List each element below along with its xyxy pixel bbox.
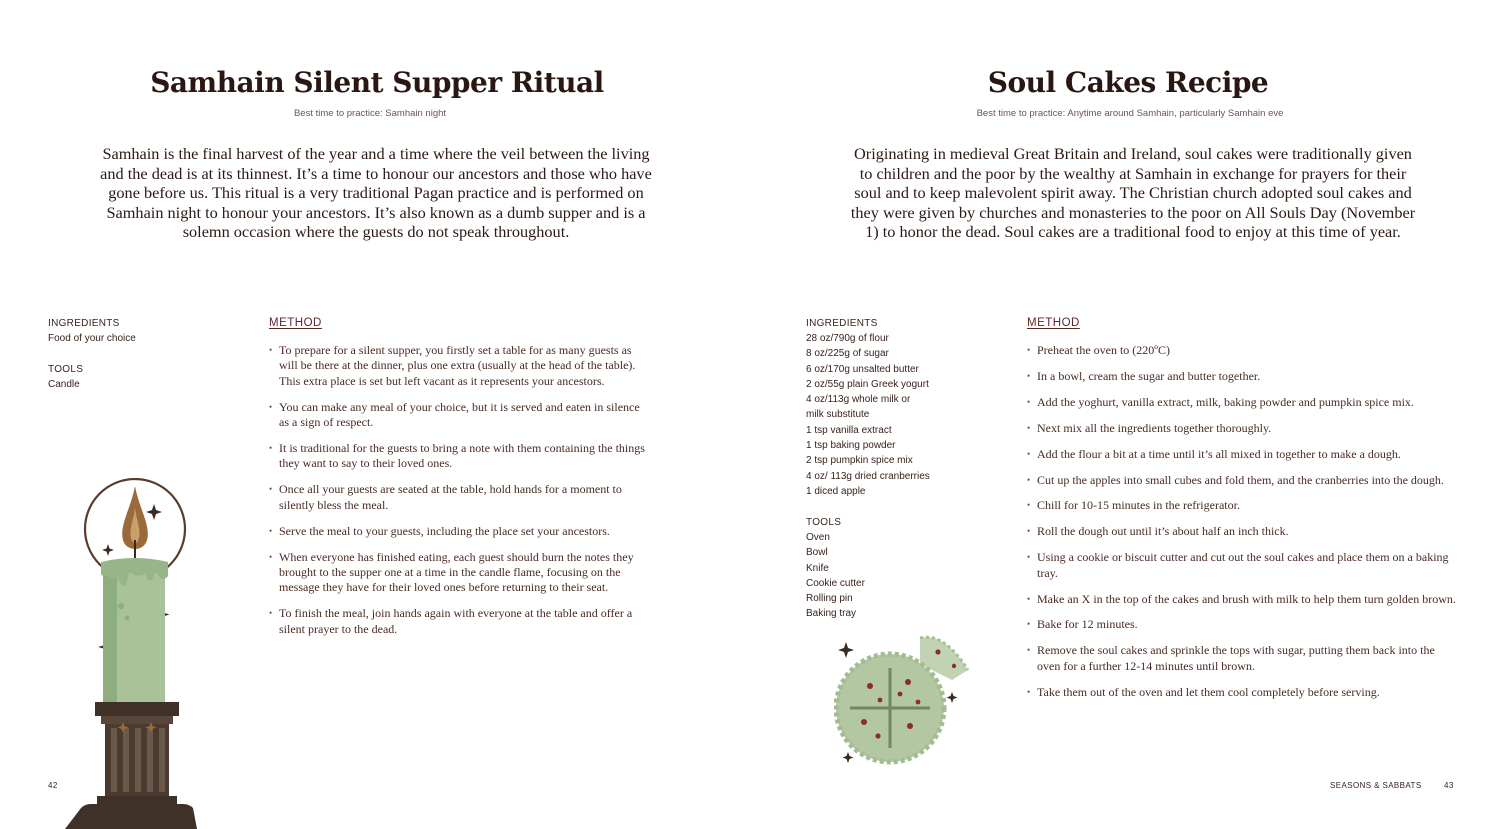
- method-step: • Next mix all the ingredients together thoroughly.: [1027, 421, 1457, 436]
- right-page: [750, 0, 1500, 829]
- method-step: • It is traditional for the guests to bring a note with them containing the things they want to say to their loved ones.: [269, 441, 649, 472]
- best-time-note: Best time to practice: Anytime around Samhain, particularly Samhain eve: [976, 108, 1284, 119]
- method-step: • Once all your guests are seated at the table, hold hands for a moment to silently bless the meal.: [269, 482, 649, 513]
- method-step: • Add the yoghurt, vanilla extract, milk, baking powder and pumpkin spice mix.: [1027, 395, 1457, 410]
- method-step: • To prepare for a silent supper, you firstly set a table for as many guests as will be there at the dinner, plus one extra (usually at the head of the table). This extra place is set but left vacant as it represents your ancestors.: [269, 343, 649, 389]
- ingredients-label: INGREDIENTS: [806, 318, 878, 329]
- method-step: • Remove the soul cakes and sprinkle the tops with sugar, putting them back into the oven for a further 12-14 minutes until brown.: [1027, 643, 1457, 674]
- method-step: • Serve the meal to your guests, including the place set your ancestors.: [269, 524, 649, 539]
- ingredient-item: 1 diced apple: [806, 485, 866, 497]
- ingredient-item: 8 oz/225g of sugar: [806, 348, 889, 360]
- sparkle-icon: [947, 692, 958, 703]
- tool-item: Bowl: [806, 547, 828, 559]
- tools-label: TOOLS: [48, 364, 84, 375]
- method-step: • Take them out of the oven and let them cool completely before serving.: [1027, 685, 1457, 700]
- method-step: • Roll the dough out until it’s about half an inch thick.: [1027, 524, 1457, 539]
- page-number: 43: [1444, 781, 1454, 790]
- method-step: • Preheat the oven to (220ºC): [1027, 343, 1457, 358]
- ingredients-list: [806, 331, 930, 499]
- tool-item: Knife: [806, 562, 829, 574]
- tools-list: [806, 530, 865, 622]
- method-step: • To finish the meal, join hands again with everyone at the table and offer a silent prayer to the dead.: [269, 606, 649, 637]
- method-steps: [1027, 343, 1457, 711]
- ingredient-item: 28 oz/790g of flour: [806, 333, 889, 344]
- intro-paragraph: Originating in medieval Great Britain and Ireland, soul cakes were traditionally given to children and the poor by the wealthy at Samhain in exchange for prayers for their soul and to keep malevolent spirit away. The Christian church adopted soul cakes and they were given by churches and monasteries to the poor on All Souls Day (November 1) to honor the dead. Soul cakes are a traditional food to enjoy at this time of year.: [850, 144, 1416, 242]
- running-head: SEASONS & SABBATS: [1330, 781, 1422, 790]
- sparkle-icon: [843, 752, 854, 763]
- ingredient-item: 2 oz/55g plain Greek yogurt: [806, 378, 929, 390]
- ingredient-item: 6 oz/170g unsalted butter: [806, 363, 919, 375]
- ingredients-label: INGREDIENTS: [48, 318, 120, 329]
- method-step: • When everyone has finished eating, each guest should burn the notes they brought to the supper one at a time in the candle flame, focusing on the message they have for their loved ones before returning to their seat.: [269, 550, 649, 596]
- page-number: 42: [48, 781, 58, 790]
- ingredient-item: 2 tsp pumpkin spice mix: [806, 455, 913, 467]
- method-heading: METHOD: [269, 317, 322, 329]
- method-step: • You can make any meal of your choice, but it is served and eaten in silence as a sign of respect.: [269, 400, 649, 431]
- ingredient-item: milk substitute: [806, 409, 870, 421]
- tools-list: [48, 377, 80, 392]
- method-step: • Bake for 12 minutes.: [1027, 617, 1457, 632]
- intro-paragraph: Samhain is the final harvest of the year and a time where the veil between the living and the dead is at its thinnest. It’s a time to honour our ancestors and those who have gone before us. This ritual is a very traditional Pagan practice and is performed on Samhain night to honour your ancestors. It’s also known as a dumb supper and is a solemn occasion where the guests do not speak throughout.: [100, 144, 652, 242]
- page-title: Soul Cakes Recipe: [987, 66, 1269, 99]
- method-step: • Make an X in the top of the cakes and brush with milk to help them turn golden brown.: [1027, 592, 1457, 607]
- ingredient-item: 4 oz/ 113g dried cranberries: [806, 470, 930, 482]
- method-step: • Chill for 10-15 minutes in the refrigerator.: [1027, 498, 1457, 513]
- best-time-note: Best time to practice: Samhain night: [293, 108, 447, 119]
- method-step: • Add the flour a bit at a time until it’s all mixed in together to make a dough.: [1027, 447, 1457, 462]
- method-step: • Using a cookie or biscuit cutter and cut out the soul cakes and place them on a baking tray.: [1027, 550, 1457, 581]
- tool-item: Candle: [48, 379, 80, 390]
- candle-illustration: [55, 478, 225, 829]
- method-heading: METHOD: [1027, 317, 1080, 329]
- tool-item: Baking tray: [806, 608, 857, 620]
- ingredients-list: [48, 331, 136, 346]
- page-title: Samhain Silent Supper Ritual: [150, 66, 604, 99]
- sparkle-icon: [102, 544, 114, 556]
- sparkle-icon: [838, 642, 854, 658]
- method-steps: [269, 343, 649, 648]
- sparkle-icon: [146, 504, 162, 520]
- ingredient-item: 4 oz/113g whole milk or: [806, 394, 911, 406]
- tool-item: Cookie cutter: [806, 577, 865, 589]
- soul-cake-illustration: [834, 630, 984, 770]
- ingredient-item: 1 tsp baking powder: [806, 440, 896, 452]
- ingredient-item: Food of your choice: [48, 333, 136, 344]
- tool-item: Oven: [806, 532, 830, 543]
- method-step: • In a bowl, cream the sugar and butter together.: [1027, 369, 1457, 384]
- tool-item: Rolling pin: [806, 593, 853, 605]
- ingredient-item: 1 tsp vanilla extract: [806, 424, 892, 436]
- method-step: • Cut up the apples into small cubes and fold them, and the cranberries into the dough.: [1027, 473, 1457, 488]
- tools-label: TOOLS: [806, 517, 842, 528]
